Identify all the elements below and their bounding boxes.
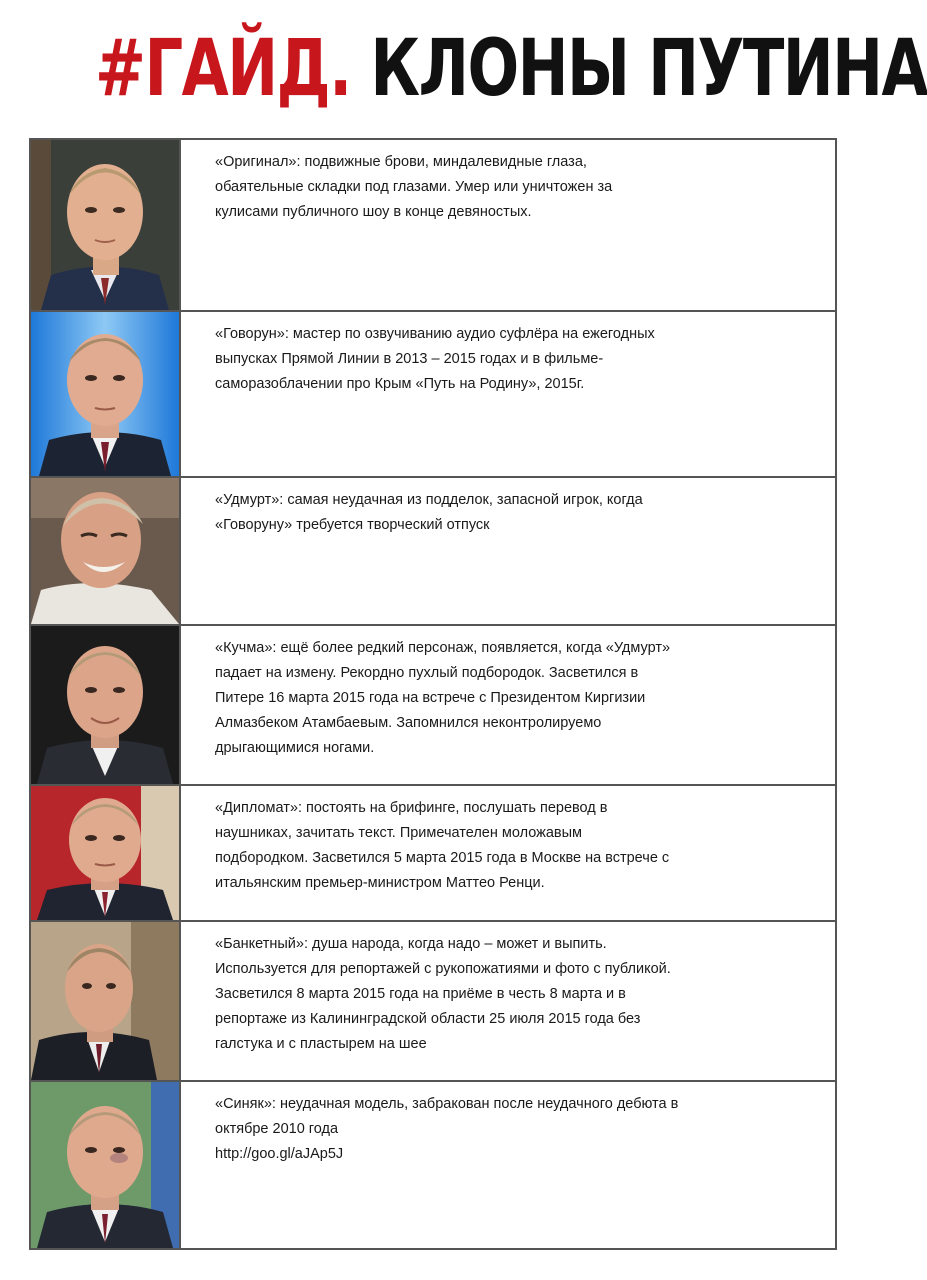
portrait-photo <box>31 626 181 784</box>
table-row <box>31 786 835 922</box>
table-row <box>31 312 835 478</box>
clones-table <box>29 138 837 1250</box>
clone-description: «Банкетный»: душа народа, когда надо – может и выпить. Используется для репортажей с рукопожатиями и фото с публикой. Засветился 8 марта 2015 года на приёме в честь 8 марта и в репортаже из Калининградской области 25 июля 2015 года без галстука и с пластырем на шее <box>215 936 671 1052</box>
portrait-photo <box>31 786 181 920</box>
title-text: КЛОНЫ ПУТИНА <box>370 24 927 114</box>
portrait-photo <box>31 312 181 476</box>
table-row <box>31 478 835 626</box>
table-row <box>31 922 835 1082</box>
page-title <box>95 24 927 114</box>
clone-description: «Оригинал»: подвижные брови, миндалевидные глаза, обаятельные складки под глазами. Умер или уничтожен за кулисами публичного шоу в конце девяностых. <box>215 154 613 220</box>
clone-description: «Синяк»: неудачная модель, забракован после неудачного дебюта в октябре 2010 года http://goo.gl/aJAp5J <box>181 1082 835 1248</box>
clone-description: «Удмурт»: самая неудачная из подделок, запасной игрок, когда «Говоруну» требуется творческий отпуск <box>215 492 643 533</box>
portrait-photo <box>31 922 181 1080</box>
portrait-photo <box>31 478 181 624</box>
clone-description: «Кучма»: ещё более редкий персонаж, появляется, когда «Удмурт» падает на измену. Рекордно пухлый подбородок. Засветился в Питере 16 марта 2015 года на встрече с Президентом Киргизии Алмазбеком Атамбаевым. Запомнился неконтролируемо дрыгающимися ногами. <box>215 640 671 756</box>
portrait-photo <box>31 140 181 310</box>
table-row <box>31 1082 835 1248</box>
table-row <box>31 140 835 312</box>
portrait-photo <box>31 1082 181 1248</box>
clone-description: «Дипломат»: постоять на брифинге, послушать перевод в наушниках, зачитать текст. Примечателен моложавым подбородком. Засветился 5 марта 2015 года в Москве на встрече с итальянским премьер-министром Маттео Ренци. <box>215 800 670 891</box>
table-row <box>31 626 835 786</box>
source-link[interactable]: http://goo.gl/aJAp5J <box>215 1146 344 1162</box>
title-hashtag: #ГАЙД. <box>95 24 351 114</box>
clone-description: «Говорун»: мастер по озвучиванию аудио суфлёра на ежегодных выпусках Прямой Линии в 2013 – 2015 годах и в фильме- саморазоблачении про Крым «Путь на Родину», 2015г. <box>215 326 655 392</box>
